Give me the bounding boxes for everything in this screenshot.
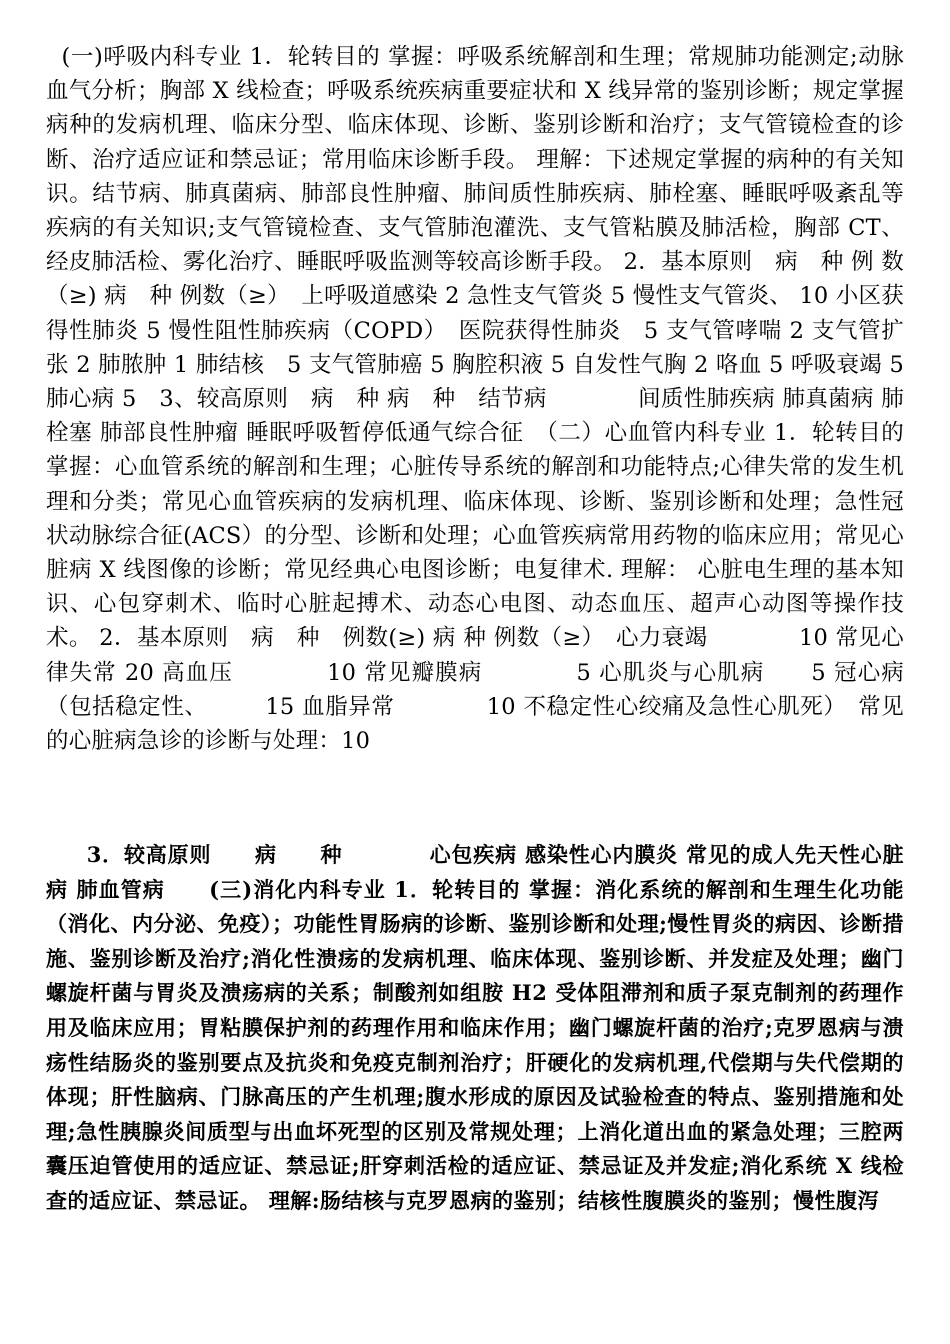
- paragraph-respiratory-cardiology: (一)呼吸内科专业 1．轮转目的 掌握：呼吸系统解剖和生理；常规肺功能测定;动脉血气分析；胸部 X 线检查；呼吸系统疾病重要症状和 X 线异常的鉴别诊断；规定掌握病种的发病机理、临床分型、临床体现、诊断、鉴别诊断和治疗；支气管镜检查的诊断、治疗适应证和禁忌证；常用临床诊断手段。 理解：下述规定掌握的病种的有关知识。结节病、肺真菌病、肺部良性肿瘤、肺间质性肺疾病、肺栓塞、睡眠呼吸紊乱等疾病的有关知识;支气管镜检查、支气管肺泡灌洗、支气管粘膜及肺活检，胸部 CT、经皮肺活检、雾化治疗、睡眠呼吸监测等较高诊断手段。 2．基本原则 病 种 例 数（≥) 病 种 例数（≥） 上呼吸道感染 2 急性支气管炎 5 慢性支气管炎、 10 小区获得性肺炎 5 慢性阻性肺疾病（COPD） 医院获得性肺炎 5 支气管哮喘 2 支气管扩张 2 肺脓肿 1 肺结核 5 支气管肺癌 5 胸腔积液 5 自发性气胸 2 咯血 5 呼吸衰竭 5 肺心病 5 3、较高原则 病 种 病 种 结节病 间质性肺疾病 肺真菌病 肺栓塞 肺部良性肿瘤 睡眠呼吸暂停低通气综合征 （二）心血管内科专业 1．轮转目的 掌握：心血管系统的解剖和生理；心脏传导系统的解剖和功能特点;心律失常的发生机理和分类；常见心血管疾病的发病机理、临床体现、诊断、鉴别诊断和处理；急性冠状动脉综合征(ACS）的分型、诊断和处理；心血管疾病常用药物的临床应用；常见心脏病 X 线图像的诊断；常见经典心电图诊断；电复律术. 理解： 心脏电生理的基本知识、心包穿刺术、临时心脏起搏术、动态心电图、动态血压、超声心动图等操作技术。 2．基本原则 病 种 例数(≥) 病 种 例数（≥） 心力衰竭 10 常见心律失常 20 高血压 10 常见瓣膜病 5 心肌炎与心肌病 5 冠心病（包括稳定性、 15 血脂异常 10 不稳定性心绞痛及急性心肌死） 常见的心脏病急诊的诊断与处理：10: [46, 44, 904, 755]
- paragraph-gastroenterology: 3．较高原则 病 种 心包疾病 感染性心内膜炎 常见的成人先天性心脏病 肺血管病 (三)消化内科专业 1．轮转目的 掌握：消化系统的解剖和生理生化功能（消化、内分泌、免疫）；功能性胃肠病的诊断、鉴别诊断和处理;慢性胃炎的病因、诊断措施、鉴别诊断及治疗;消化性溃疡的发病机理、临床体现、鉴别诊断、并发症及处理；幽门螺旋杆菌与胃炎及溃疡病的关系；制酸剂如组胺 H2 受体阻滞剂和质子泵克制剂的药理作用及临床应用；胃粘膜保护剂的药理作用和临床作用；幽门螺旋杆菌的治疗;克罗恩病与溃疡性结肠炎的鉴别要点及抗炎和免疫克制剂治疗；肝硬化的发病机理,代偿期与失代偿期的体现；肝性脑病、门脉高压的产生机理;腹水形成的原因及试验检查的特点、鉴别措施和处理;急性胰腺炎间质型与出血坏死型的区别及常规处理；上消化道出血的紧急处理；三腔两囊压迫管使用的适应证、禁忌证;肝穿刺活检的适应证、禁忌证及并发症;消化系统 X 线检查的适应证、禁忌证。 理解:肠结核与克罗恩病的鉴别；结核性腹膜炎的鉴别；慢性腹泻: [46, 842, 904, 1213]
